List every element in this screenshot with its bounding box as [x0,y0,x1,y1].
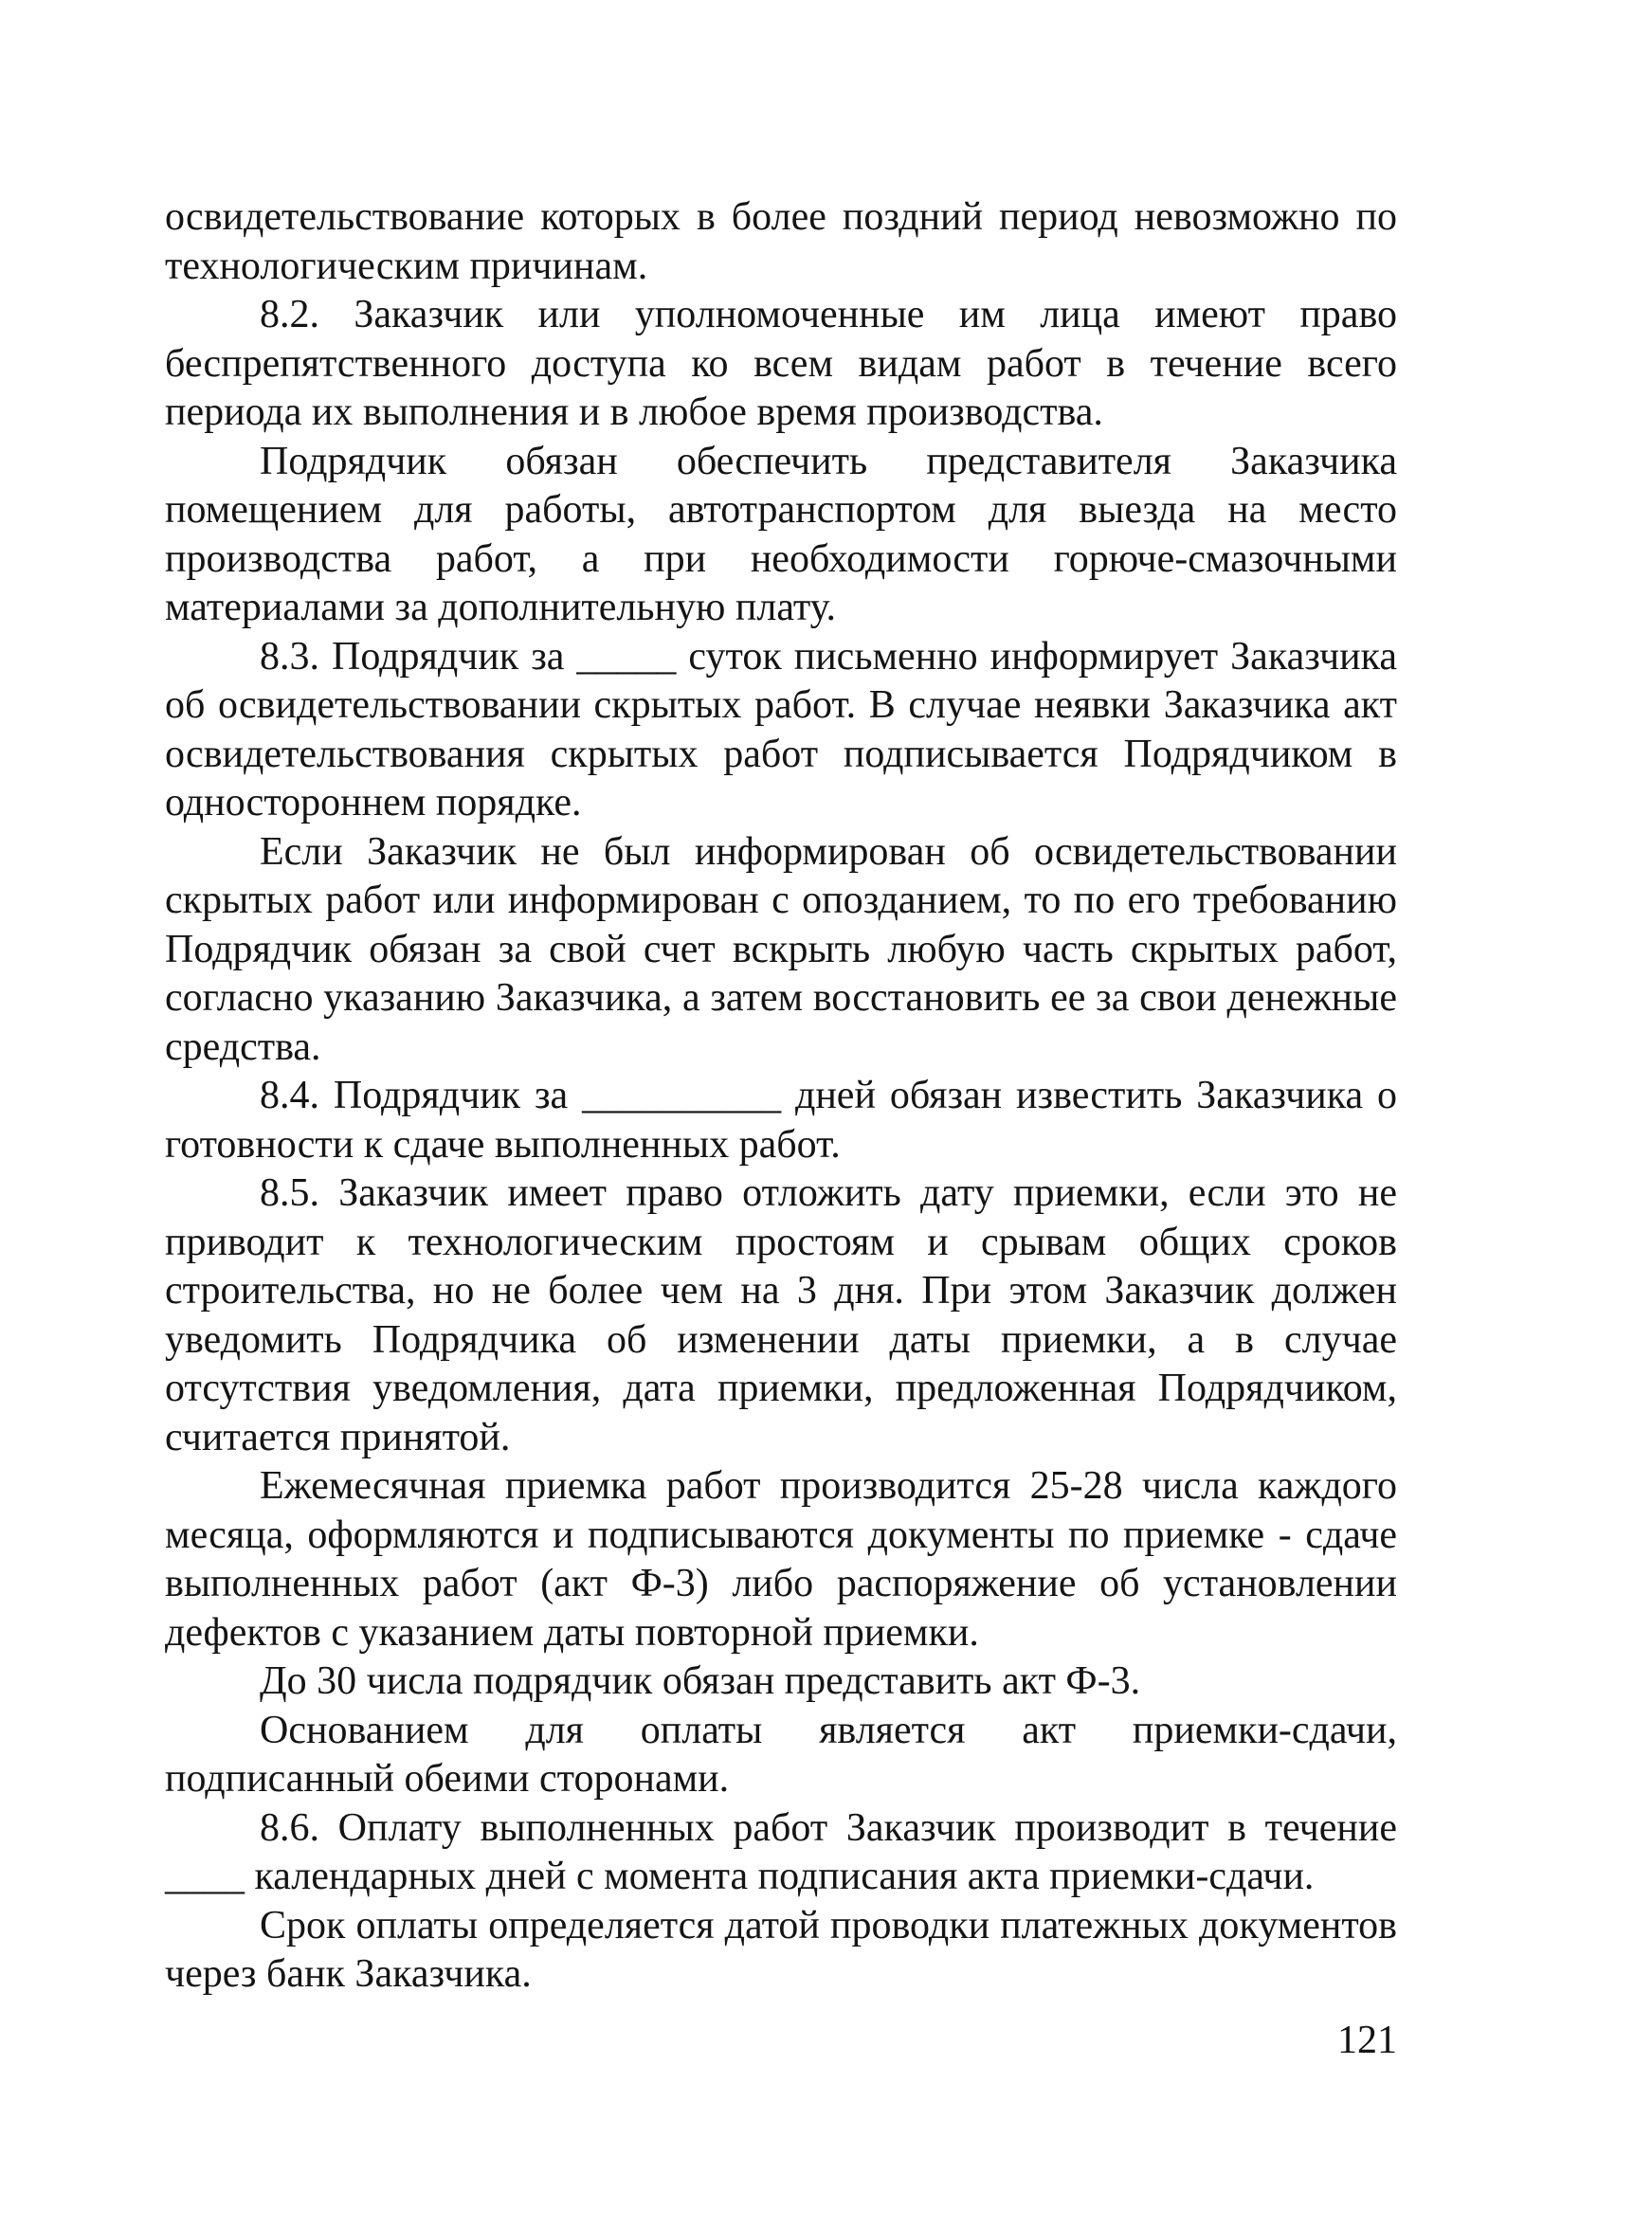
page-number: 121 [1337,2019,1397,2062]
paragraph-continuation: освидетельствование которых в более поздний период невозможно по технологическим причинам. [165,195,1397,288]
paragraph-8-4: 8.4. Подрядчик за __________ дней обязан известить Заказчика о готовности к сдаче выполненных работ. [165,1074,1397,1167]
paragraph-payment-basis: Основанием для оплаты является акт приемки-сдачи, подписанный обеими сторонами. [165,1708,1397,1801]
paragraph-8-3: 8.3. Подрядчик за _____ суток письменно информирует Заказчика об освидетельствовании скрытых работ. В случае неявки Заказчика акт освидетельствования скрытых работ подписывается Подрядчиком в одностороннем порядке. [165,634,1397,824]
paragraph-8-6: 8.6. Оплату выполненных работ Заказчик производит в течение ____ календарных дней с момента подписания акта приемки-сдачи. [165,1805,1397,1898]
paragraph-contractor-obligations: Подрядчик обязан обеспечить представителя Заказчика помещением для работы, автотранспортом для выезда на место производства работ, а при необходимости горюче-смазочными материалами за дополнительную плату. [165,439,1397,629]
paragraph-8-5: 8.5. Заказчик имеет право отложить дату приемки, если это не приводит к технологическим простоям и срывам общих сроков строительства, но не более чем на 3 дня. При этом Заказчик должен уведомить Подрядчика об изменении даты приемки, а в случае отсутствия уведомления, дата приемки, предложенная Подрядчиком, считается принятой. [165,1171,1397,1459]
paragraph-monthly-acceptance: Ежемесячная приемка работ производится 25-28 числа каждого месяца, оформляются и подписываются документы по приемке - сдаче выполненных работ (акт Ф-3) либо распоряжение об установлении дефектов с указанием даты повторной приемки. [165,1464,1397,1655]
paragraph-payment-term: Срок оплаты определяется датой проводки платежных документов через банк Заказчика. [165,1903,1397,1996]
paragraph-act-deadline: До 30 числа подрядчик обязан представить акт Ф-3. [260,1659,1141,1703]
paragraph-hidden-works: Если Заказчик не был информирован об освидетельствовании скрытых работ или информирован с опозданием, то по его требованию Подрядчик обязан за свой счет вскрыть любую часть скрытых работ, согласно указанию Заказчика, а затем восстановить ее за свои денежные средства. [165,829,1397,1069]
document-body [165,193,1397,2000]
paragraph-8-2: 8.2. Заказчик или уполномоченные им лица имеют право беспрепятственного доступа ко всем видам работ в течение всего периода их выполнения и в любое время производства. [165,293,1397,434]
